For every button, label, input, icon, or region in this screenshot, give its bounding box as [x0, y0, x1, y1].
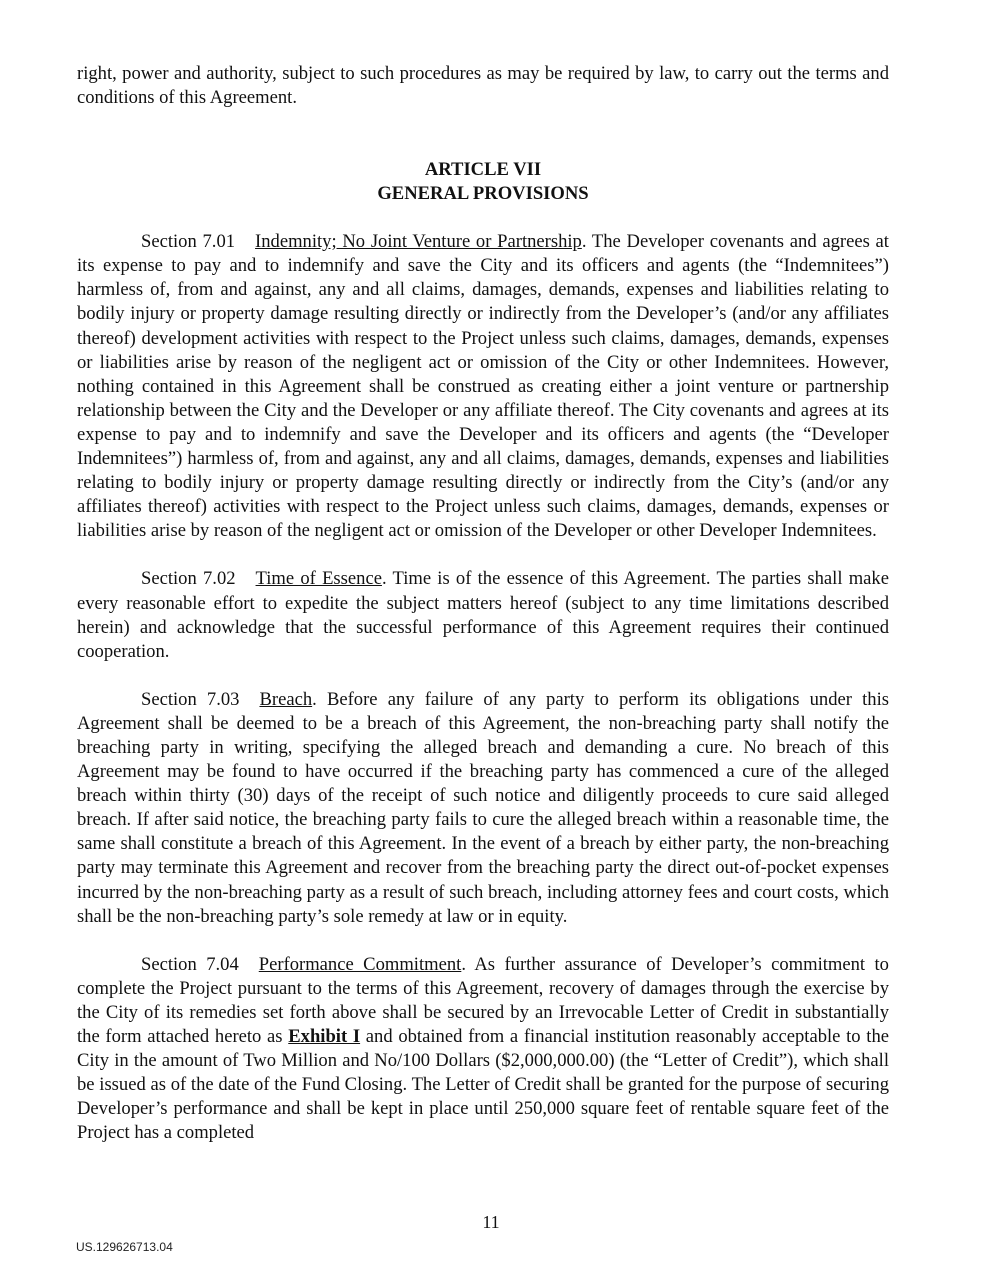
- section-body-after-exhibit: and obtained from a financial institution reasonably acceptable to the City in the amount of Two Million and No/100 Dollars ($2,000,000.00) (the “Letter of Credit”), which shall be issued as of the date of the Fund Closing. The Letter of Credit shall be granted for the purpose of securing Developer’s performance and shall be kept in place until 250,000 square feet of rentable square feet of the Project has a completed: [77, 1026, 889, 1144]
- section-body-before-exhibit: . As further assurance of Developer’s commitment to complete the Project pursuant to the terms of this Agreement, recovery of damages through the exercise by the City of its remedies set forth above shall be secured by an Irrevocable Letter of Credit in substantially the form attached hereto as: [77, 953, 889, 1047]
- exhibit-reference: Exhibit I: [288, 1026, 361, 1047]
- section-7-01: [77, 230, 889, 543]
- page-number: 11: [482, 1212, 500, 1232]
- document-page: [77, 62, 889, 1145]
- section-body: . Before any failure of any party to perform its obligations under this Agreement shall be deemed to be a breach of this Agreement, the non-breaching party shall notify the breaching party in writing, specifying the alleged breach and demanding a cure. No breach of this Agreement may be found to have occurred if the breaching party has commenced a cure of the alleged breach within thirty (30) days of the receipt of such notice and diligently proceeds to cure said alleged breach. If after said notice, the breaching party fails to cure the alleged breach within a reasonable time, the same shall constitute a breach of this Agreement. In the event of a breach by either party, the non-breaching party may terminate this Agreement and recover from the breaching party the direct out-of-pocket expenses incurred by the non-breaching party as a result of such breach, including attorney fees and court costs, which shall be the non-breaching party’s sole remedy at law or in equity.: [77, 688, 889, 927]
- section-7-02: [77, 567, 889, 663]
- section-number: Section 7.01: [141, 231, 236, 253]
- section-title: Time of Essence: [255, 568, 382, 590]
- section-title: Performance Commitment: [258, 953, 462, 975]
- section-number: Section 7.04: [141, 953, 239, 975]
- intro-paragraph: right, power and authority, subject to such procedures as may be required by law, to carry out the terms and conditions of this Agreement.: [77, 63, 889, 109]
- section-number: Section 7.02: [141, 568, 236, 590]
- section-body: . Time is of the essence of this Agreement. The parties shall make every reasonable effort to expedite the subject matters hereof (subject to any time limitations described herein) and acknowledge that the successful performance of this Agreement requires their continued cooperation.: [77, 568, 889, 662]
- document-id: US.129626713.04: [76, 1240, 173, 1254]
- article-number: ARTICLE VII: [424, 159, 542, 181]
- article-heading: [77, 158, 889, 206]
- section-title: Indemnity; No Joint Venture or Partnership: [255, 231, 582, 253]
- section-title: Breach: [259, 688, 313, 710]
- article-title: GENERAL PROVISIONS: [377, 183, 589, 205]
- section-body: . The Developer covenants and agrees at its expense to pay and to indemnify and save the City and its officers and agents (the “Indemnitees”) harmless of, from and against, any and all claims, damages, demands, expenses and liabilities relating to bodily injury or property damage resulting directly or indirectly from the Developer’s (and/or any affiliates thereof) development activities with respect to the Project unless such claims, damages, demands, expenses or liabilities arise by reason of the negligent act or omission of the City or other Indemnitees. However, nothing contained in this Agreement shall be construed as creating either a joint venture or partnership relationship between the City and the Developer or any affiliate thereof. The City covenants and agrees at its expense to pay and to indemnify and save the Developer and its officers and agents (the “Developer Indemnitees”) harmless of, from and against, any and all claims, damages, demands, expenses and liabilities relating to bodily injury or property damage resulting directly or indirectly from the City’s (and/or any affiliates thereof) activities with respect to the Project unless such claims, damages, demands, expenses or liabilities arise by reason of the negligent act or omission of the Developer or other Developer Indemnitees.: [77, 231, 889, 542]
- section-number: Section 7.03: [141, 688, 240, 710]
- section-7-03: [77, 688, 889, 929]
- section-7-04: [77, 953, 889, 1146]
